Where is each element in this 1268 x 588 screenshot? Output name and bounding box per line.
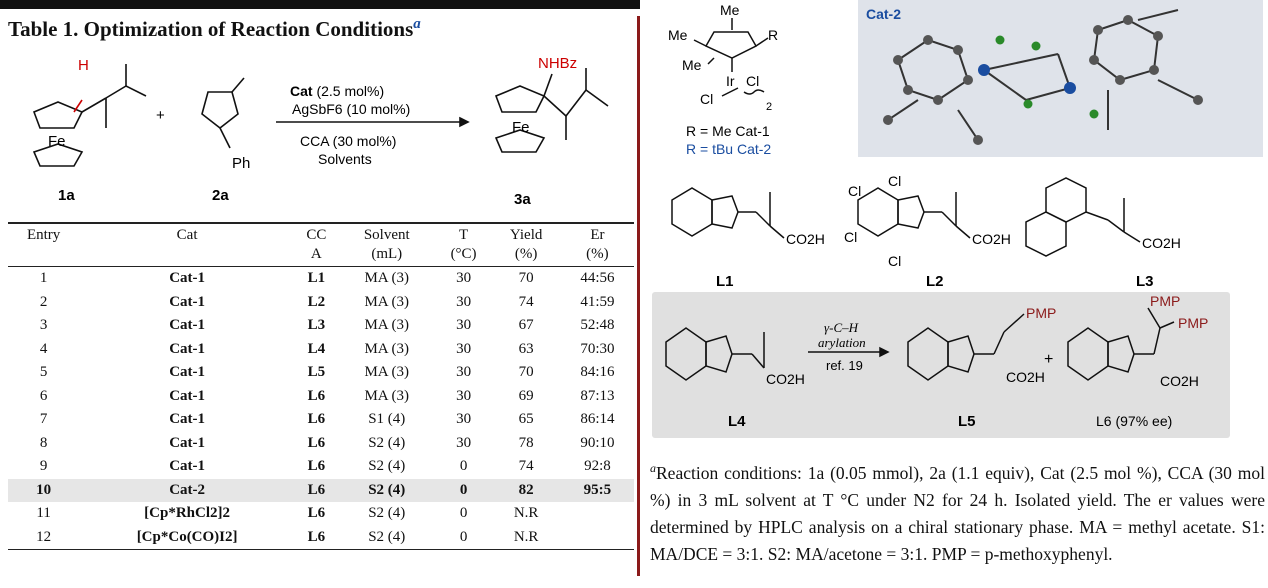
cell-solvent: S2 (4) — [338, 479, 436, 503]
cond-cca: CCA (30 mol%) — [300, 133, 397, 149]
cell-er — [561, 502, 634, 526]
cell-cca: L4 — [307, 340, 326, 357]
plus-sign: + — [156, 107, 165, 124]
l-plus: + — [1044, 351, 1054, 368]
cell-cca: L6 — [307, 411, 326, 428]
cell-temp: 30 — [456, 411, 472, 428]
label-l5: L5 — [958, 413, 976, 430]
header-entry-line: Entry — [26, 227, 61, 243]
l2-cl-2: Cl — [888, 173, 902, 189]
l3-co2h: CO2H — [1142, 235, 1181, 251]
table-row — [8, 291, 634, 315]
cell-solvent: MA (3) — [364, 340, 410, 357]
l6-co2h: CO2H — [1160, 373, 1199, 389]
header-er — [561, 223, 634, 267]
header-temp — [436, 223, 492, 267]
cell-cca: L3 — [307, 317, 326, 334]
header-entry — [8, 223, 79, 267]
table-row — [8, 432, 634, 456]
l6-pmp-2: PMP — [1178, 315, 1209, 331]
cell-cca: L6 — [307, 434, 326, 451]
arrow-top: γ-C–H — [824, 320, 859, 335]
cell-er: 84:16 — [580, 364, 615, 381]
l1-co2h: CO2H — [786, 231, 825, 247]
reaction-scheme — [0, 40, 636, 216]
table-footnote: $^a$Reaction conditions: 1a (0.05 mmol), 2a (1.1 equiv), Cat (2.5 mol %), CCA (30 mol %) in 3 mL solvent at T °C under N2 for 24 h. Isolated yield. The er values were determined by HPLC analysis on a chiral stationary phase. MA = methyl acetate. S1: MA/DCE = 3:1. S2: MA/acetone = 3:1. PMP = p-methoxyphenyl. — [650, 461, 1265, 564]
table-body — [8, 267, 634, 550]
cell-cat: Cat-1 — [169, 364, 206, 381]
table-row — [8, 526, 634, 550]
cell-yield: 63 — [518, 340, 534, 357]
table-row — [8, 385, 634, 409]
r-group: R — [768, 27, 779, 43]
cell-solvent: MA (3) — [364, 293, 410, 310]
me-left: Me — [668, 27, 688, 43]
cond-solv: Solvents — [318, 151, 372, 167]
l4-co2h: CO2H — [766, 371, 805, 387]
l5-co2h: CO2H — [1006, 369, 1045, 385]
cell-cca: L6 — [295, 479, 338, 503]
cl-right: Cl — [746, 73, 760, 89]
cell-temp: 30 — [456, 270, 472, 287]
cell-cca: L6 — [307, 528, 326, 545]
header-yield-line: (%) — [514, 246, 538, 262]
cell-entry: 12 — [36, 528, 52, 545]
header-yield — [491, 223, 561, 267]
cell-entry: 2 — [39, 293, 48, 310]
cell-cca: L2 — [307, 293, 326, 310]
label-l4: L4 — [728, 413, 746, 430]
cat2-line: R = tBu Cat-2 — [686, 141, 772, 157]
cell-er: 95:5 — [561, 479, 634, 503]
cell-er: 90:10 — [580, 434, 615, 451]
l5-pmp: PMP — [1026, 305, 1057, 321]
catalyst-structure — [648, 0, 853, 160]
cell-solvent: S2 (4) — [368, 505, 406, 522]
cond-ag: AgSbF6 (10 mol%) — [292, 101, 411, 117]
cell-entry: 7 — [39, 411, 48, 428]
header-cca-line: A — [310, 246, 322, 262]
cell-solvent: MA (3) — [364, 317, 410, 334]
cell-cat: Cat-1 — [169, 293, 206, 310]
cell-temp: 30 — [456, 387, 472, 404]
cell-temp: 30 — [456, 434, 472, 451]
arrow-bot: ref. 19 — [826, 358, 863, 373]
l2-cl-1: Cl — [848, 183, 862, 199]
cell-entry: 4 — [39, 340, 48, 357]
cell-cca: L6 — [307, 458, 326, 475]
cell-solvent: MA (3) — [364, 387, 410, 404]
header-cca — [295, 223, 338, 267]
nhbz-label: NHBz — [538, 55, 578, 72]
dimer-subscript: 2 — [766, 101, 773, 113]
header-cat — [79, 223, 295, 267]
cell-yield: 67 — [518, 317, 534, 334]
table-row — [8, 314, 634, 338]
cell-cat: [Cp*Co(CO)I2] — [136, 528, 238, 545]
cell-temp: 30 — [456, 340, 472, 357]
cell-temp: 30 — [456, 364, 472, 381]
ph-label: Ph — [232, 155, 251, 172]
l2-cl-3: Cl — [844, 229, 858, 245]
cell-er: 52:48 — [580, 317, 615, 334]
header-cca-line: CC — [306, 227, 327, 243]
fe-label-1: Fe — [48, 133, 66, 150]
l6-pmp-1: PMP — [1150, 293, 1181, 309]
me-top: Me — [720, 2, 740, 18]
cell-temp: 30 — [456, 293, 472, 310]
panel-divider — [637, 16, 640, 576]
cell-cca: L1 — [307, 270, 326, 287]
cell-yield: N.R — [513, 528, 539, 545]
cell-entry: 8 — [39, 434, 48, 451]
top-rule — [0, 0, 640, 9]
cell-entry: 5 — [39, 364, 48, 381]
header-temp-line: T — [458, 227, 469, 243]
header-er-line: Er — [590, 227, 605, 243]
header-cat-line: Cat — [176, 227, 198, 243]
table-header-row — [8, 223, 634, 267]
l2-co2h: CO2H — [972, 231, 1011, 247]
cell-yield: 74 — [518, 458, 534, 475]
h-atom-label: H — [78, 57, 89, 74]
cell-cca: L5 — [307, 364, 326, 381]
cell-yield: N.R — [513, 505, 539, 522]
cell-cat: Cat-1 — [169, 411, 206, 428]
cell-temp: 30 — [456, 317, 472, 334]
cell-er — [561, 526, 634, 550]
ligands-l1-l3 — [652, 170, 1264, 288]
cell-er: 86:14 — [580, 411, 615, 428]
l2-cl-4: Cl — [888, 253, 902, 269]
cell-er: 70:30 — [580, 340, 615, 357]
cell-temp: 0 — [459, 528, 468, 545]
table-row — [8, 479, 634, 503]
header-solvent-line: (mL) — [371, 246, 403, 262]
label-1a: 1a — [58, 187, 75, 204]
cell-er: 41:59 — [580, 293, 615, 310]
cell-er: 44:56 — [580, 270, 615, 287]
cell-solvent: S2 (4) — [368, 528, 406, 545]
cell-cat: Cat-1 — [169, 387, 206, 404]
cell-cat: Cat-1 — [169, 458, 206, 475]
cell-cca: L6 — [307, 387, 326, 404]
me-bottom: Me — [682, 57, 702, 73]
cl-left: Cl — [700, 91, 714, 107]
cell-cat: Cat-1 — [169, 340, 206, 357]
cell-er: 87:13 — [580, 387, 615, 404]
cell-cat: [Cp*RhCl2]2 — [144, 505, 231, 522]
header-er-line: (%) — [586, 246, 609, 262]
cell-solvent: S2 (4) — [368, 434, 406, 451]
cell-entry: 3 — [39, 317, 48, 334]
header-yield-line: Yield — [509, 227, 543, 243]
cell-entry: 1 — [39, 270, 48, 287]
cell-entry: 9 — [39, 458, 48, 475]
cat1-line: R = Me Cat-1 — [686, 123, 770, 139]
cell-yield: 70 — [518, 364, 534, 381]
cell-entry: 10 — [8, 479, 79, 503]
cell-yield: 65 — [518, 411, 534, 428]
cell-cca: L6 — [307, 505, 326, 522]
cell-temp: 0 — [436, 479, 492, 503]
crystal-label: Cat-2 — [866, 6, 902, 22]
fe-label-2: Fe — [512, 119, 530, 136]
label-2a: 2a — [212, 187, 229, 204]
cell-cat: Cat-2 — [79, 479, 295, 503]
table-row — [8, 502, 634, 526]
conditions-table — [8, 222, 634, 550]
header-solvent — [338, 223, 436, 267]
cell-yield: 74 — [518, 293, 534, 310]
table-title: Table 1. Optimization of Reaction Conditions$^a$ — [8, 16, 421, 41]
table-row — [8, 267, 634, 291]
cell-entry: 11 — [36, 505, 51, 522]
label-l6: L6 (97% ee) — [1096, 413, 1173, 429]
table-row — [8, 408, 634, 432]
arrow-mid: arylation — [818, 335, 866, 350]
cell-entry: 6 — [39, 387, 48, 404]
cell-yield: 78 — [518, 434, 534, 451]
crystal-structure-image — [858, 0, 1263, 157]
header-solvent-line: Solvent — [363, 227, 410, 243]
cell-cat: Cat-1 — [169, 434, 206, 451]
cell-solvent: MA (3) — [364, 270, 410, 287]
ir-label: Ir — [726, 73, 735, 89]
svg-text:Cat (2.5 mol%): Cat (2.5 mol%) — [290, 83, 385, 99]
cell-cat: Cat-1 — [169, 270, 206, 287]
cell-solvent: S1 (4) — [368, 411, 406, 428]
ligands-l4-l6 — [652, 292, 1230, 438]
label-l2: L2 — [926, 273, 944, 288]
label-3a: 3a — [514, 191, 531, 208]
label-l1: L1 — [716, 273, 734, 288]
cell-yield: 70 — [518, 270, 534, 287]
cell-solvent: S2 (4) — [368, 458, 406, 475]
table-row — [8, 455, 634, 479]
table-row — [8, 361, 634, 385]
header-temp-line: (°C) — [450, 246, 477, 262]
label-l3: L3 — [1136, 273, 1154, 288]
cell-yield: 82 — [491, 479, 561, 503]
cell-temp: 0 — [459, 458, 468, 475]
cell-yield: 69 — [518, 387, 534, 404]
cell-solvent: MA (3) — [364, 364, 410, 381]
cell-temp: 0 — [459, 505, 468, 522]
cell-cat: Cat-1 — [169, 317, 206, 334]
cell-er: 92:8 — [584, 458, 611, 475]
table-row — [8, 338, 634, 362]
